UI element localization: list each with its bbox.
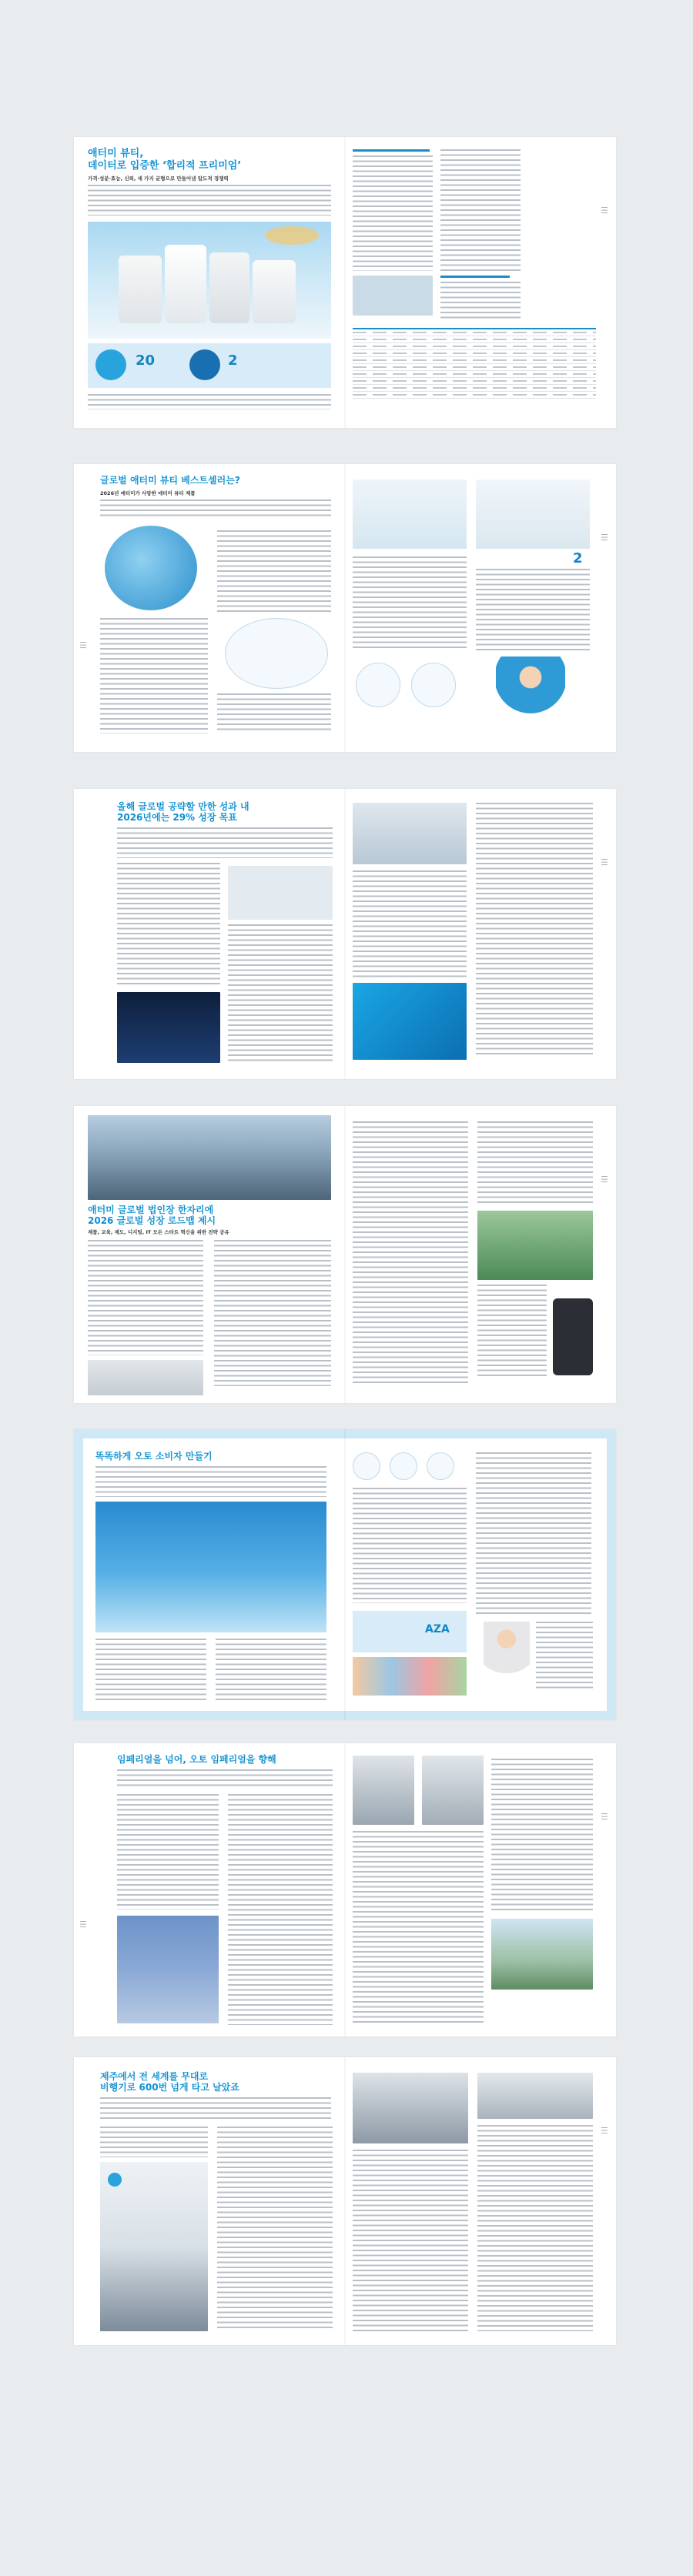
- column-text: [353, 556, 467, 649]
- intro-paragraph: [117, 1769, 333, 1788]
- column-text: [228, 924, 333, 1063]
- magazine-spread-1: [74, 137, 616, 428]
- event-photo: [477, 1211, 593, 1280]
- column-text: [491, 1759, 593, 1913]
- column-text: [217, 693, 331, 732]
- column-text: [477, 1121, 593, 1206]
- event-photo: [477, 2073, 593, 2119]
- stat-circle: [189, 349, 220, 380]
- column-text: [216, 1639, 326, 1700]
- magazine-spread-3: [74, 789, 616, 1079]
- top-band: [0, 0, 693, 46]
- left-page: [74, 1106, 345, 1403]
- event-photo: [353, 2073, 468, 2143]
- inset-photo: [353, 276, 433, 316]
- right-page: [345, 464, 616, 752]
- column-text: [476, 803, 593, 1057]
- column-text: [100, 618, 208, 733]
- intro-paragraph: [88, 185, 331, 216]
- column-text: [440, 282, 521, 320]
- magazine-spread-7: [74, 2057, 616, 2345]
- ranking-number: 2: [573, 550, 583, 566]
- page-folio: |||: [601, 206, 608, 216]
- section-heading: [353, 149, 430, 152]
- event-photo: [353, 803, 467, 864]
- magazine-spread-2: [74, 464, 616, 752]
- intro-paragraph: [100, 499, 331, 518]
- crowd-illustration: [353, 1657, 467, 1696]
- stat-circle: [95, 349, 126, 380]
- data-table: [353, 328, 596, 399]
- article-headline: 글로벌 애터미 뷰티 베스트셀러는?: [100, 475, 240, 486]
- column-text: [353, 1121, 468, 1383]
- page-folio: |||: [601, 858, 608, 867]
- column-text: [88, 1240, 203, 1355]
- person-illustration: [496, 657, 565, 726]
- phone-mockup: [553, 1298, 593, 1375]
- column-text: [117, 1794, 219, 1909]
- column-text: [100, 2127, 208, 2157]
- stage-photo: [117, 1916, 219, 2023]
- column-text: [440, 149, 521, 272]
- right-page: [345, 1429, 616, 1720]
- column-text: [217, 530, 331, 615]
- page-folio: |||: [601, 1813, 608, 1822]
- magazine-spread-6: [74, 1743, 616, 2036]
- aza-label: AZA: [425, 1623, 450, 1635]
- column-text: [214, 1240, 331, 1386]
- portrait-photo: [422, 1756, 484, 1825]
- article-subtitle: 2026년 애터미가 사랑한 애터미 뷰티 제품: [100, 490, 196, 496]
- page-folio: |||: [601, 533, 608, 543]
- icon-circle: [427, 1452, 454, 1480]
- article-headline: 똑똑하게 오토 소비자 만들기: [95, 1451, 213, 1462]
- column-text: [353, 1488, 467, 1603]
- icon-circle: [353, 1452, 380, 1480]
- person-illustration: [484, 1622, 530, 1691]
- article-subtitle: 제품, 교육, 제도, 디지털, IT 모든 스타트 혁신을 위한 전략 공유: [88, 1229, 229, 1235]
- magazine-spread-4: [74, 1106, 616, 1403]
- icon-circle: [390, 1452, 417, 1480]
- product-photo: [476, 479, 590, 549]
- product-photo: [88, 222, 331, 339]
- left-page: [74, 1429, 345, 1720]
- page-folio: |||: [601, 1175, 608, 1184]
- left-page: [74, 464, 345, 752]
- left-page: [74, 789, 345, 1079]
- stat-number: 20: [136, 352, 156, 369]
- magazine-spread-5: [74, 1429, 616, 1720]
- column-text: [95, 1639, 206, 1700]
- landscape-photo: [491, 1919, 593, 1990]
- article-headline: 임페리얼을 넘어, 오토 임페리얼을 향해: [117, 1754, 276, 1765]
- left-page: [74, 1743, 345, 2036]
- right-page: [345, 1106, 616, 1403]
- brand-banner: [353, 983, 467, 1060]
- left-page: [74, 137, 345, 428]
- product-circle: [356, 663, 400, 707]
- right-page: [345, 2057, 616, 2345]
- portrait-photo: [353, 1756, 414, 1825]
- article-headline: 제주에서 전 세계를 무대로 비행기로 600번 넘게 타고 날았죠: [100, 2071, 239, 2093]
- column-text: [117, 863, 220, 986]
- right-page: [345, 1743, 616, 2036]
- right-page: [345, 789, 616, 1079]
- column-text: [536, 1622, 593, 1691]
- group-photo: [88, 1115, 331, 1200]
- article-headline: 애터미 뷰티, 데이터로 입증한 ‘합리적 프리미엄’: [88, 148, 242, 172]
- stat-number: 2: [228, 352, 238, 369]
- column-text: [353, 2150, 468, 2331]
- product-circle: [411, 663, 456, 707]
- product-photo: [228, 866, 333, 920]
- column-text: [476, 569, 590, 653]
- column-text: [476, 1452, 591, 1614]
- footnote: [88, 394, 331, 409]
- article-subtitle: 가격·성분·효능, 신뢰, 세 가지 균형으로 만들어낸 압도적 경쟁력: [88, 175, 229, 182]
- column-text: [353, 870, 467, 978]
- meeting-photo: [88, 1360, 203, 1395]
- intro-paragraph: [100, 2097, 331, 2120]
- article-headline: 올해 글로벌 공략할 만한 성과 내 2026년에는 29% 성장 목표: [117, 801, 249, 824]
- keyword-diagram: [225, 618, 328, 689]
- article-headline: 애터미 글로벌 법인장 한자리에 2026 글로벌 성장 로드맵 제시: [88, 1204, 216, 1227]
- page-folio: |||: [80, 641, 87, 650]
- column-text: [217, 2127, 333, 2331]
- profile-badge: [108, 2173, 122, 2187]
- intro-paragraph: [95, 1466, 326, 1497]
- stage-photo: [95, 1502, 326, 1632]
- interviewee-photo: [100, 2162, 208, 2331]
- right-page: [345, 137, 616, 428]
- section-heading: [440, 276, 510, 278]
- column-text: [353, 1831, 484, 2023]
- column-text: [477, 1285, 547, 1377]
- product-photo: [353, 479, 467, 549]
- globe-illustration: [105, 526, 197, 610]
- page-folio: |||: [601, 2127, 608, 2136]
- left-page: [74, 2057, 345, 2345]
- page-folio: |||: [80, 1920, 87, 1929]
- intro-paragraph: [117, 827, 333, 858]
- speaker-photo: [117, 992, 220, 1063]
- column-text: [228, 1794, 333, 2025]
- column-text: [477, 2125, 593, 2331]
- column-text: [353, 155, 433, 271]
